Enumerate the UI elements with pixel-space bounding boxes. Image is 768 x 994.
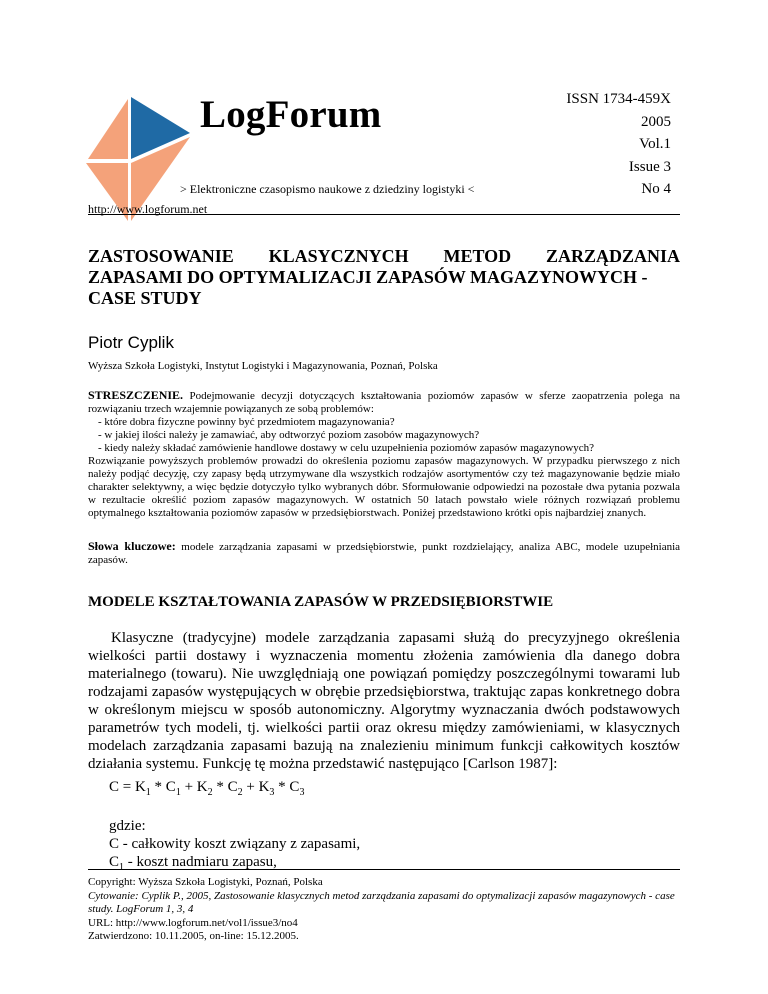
title-word: ZARZĄDZANIA bbox=[545, 246, 680, 266]
title-word: METOD bbox=[443, 246, 512, 266]
footer-copyright: Copyright: Wyższa Szkoła Logistyki, Poznań, Polska bbox=[88, 876, 323, 888]
issue-year: 2005 bbox=[641, 113, 671, 130]
journal-logo-text: LogForum bbox=[200, 93, 382, 136]
journal-url: http://www.logforum.net bbox=[88, 202, 208, 216]
definition-c: C - całkowity koszt związany z zapasami, bbox=[109, 836, 361, 852]
definitions-intro: gdzie: bbox=[109, 818, 146, 834]
formula-part: * C bbox=[150, 779, 176, 795]
formula-part: * C bbox=[212, 779, 238, 795]
issue-volume: Vol.1 bbox=[639, 136, 671, 152]
issue-info bbox=[566, 88, 671, 201]
section-heading: MODELE KSZTAŁTOWANIA ZAPASÓW W PRZEDSIĘBIORSTWIE bbox=[88, 594, 554, 610]
logo-right-triangle bbox=[131, 97, 190, 159]
title-line-3: CASE STUDY bbox=[88, 288, 202, 308]
issn: ISSN 1734-459X bbox=[566, 91, 671, 107]
formula-sub: 3 bbox=[269, 787, 275, 798]
formula-sub: 2 bbox=[237, 787, 243, 798]
footer bbox=[88, 876, 680, 944]
keywords-text: modele zarządzania zapasami w przedsiębiorstwie, punkt rozdzielający, analiza ABC, modele uzupełniania zapasów. bbox=[88, 541, 681, 566]
formula-sub: 3 bbox=[299, 787, 305, 798]
paper-title bbox=[88, 246, 680, 309]
abstract-intro-text: Podejmowanie decyzji dotyczących kształtowania poziomów zapasów w sferze zaopatrzenia polega na rozwiązaniu trzech wzajemnie powiązanych ze sobą problemów: bbox=[88, 390, 680, 415]
keywords-label: Słowa kluczowe: bbox=[88, 539, 176, 553]
author-affiliation: Wyższa Szkoła Logistyki, Instytut Logistyki i Magazynowania, Poznań, Polska bbox=[88, 360, 438, 372]
footer-approved: Zatwierdzono: 10.11.2005, on-line: 15.12.2005. bbox=[88, 930, 299, 942]
abstract-question: - które dobra fizyczne powinny być przedmiotem magazynowania? bbox=[98, 416, 395, 428]
definition-text: - koszt nadmiaru zapasu, bbox=[124, 854, 277, 870]
abstract-intro bbox=[88, 389, 680, 416]
section-paragraph: Klasyczne (tradycyjne) modele zarządzania zapasami służą do precyzyjnego określenia wielkości partii dostawy i wyznaczenia momentu złożenia zamówienia dla danego dobra materialnego (towaru). Nie uwzględniają one powiązań pomiędzy poszczególnymi towarami lub rodzajami zapasów występujących w obrębie przedsiębiorstwa, traktując zapas konkretnego dobra w określonym miejscu w sposób autonomiczny. Algorytmy wyznaczania dwóch podstawowych parametrów tych modeli, tj. wielkości partii oraz okresu między zamówieniami, w klasycznych modelach zarządzania zapasami bazują na znalezieniu minimum funkcji całkowitych kosztów działania systemu. Funkcję tę można przedstawić następująco [Carlson 1987]: bbox=[88, 630, 680, 772]
title-word: ZASTOSOWANIE bbox=[88, 246, 234, 266]
abstract-label: STRESZCZENIE. bbox=[88, 388, 184, 402]
formula-definitions bbox=[109, 817, 360, 877]
footer-citation: Cytowanie: Cyplik P., 2005, Zastosowanie klasycznych metod zarządzania zapasami do optymalizacji zapasów magazynowych - case study. LogForum 1, 3, 4 bbox=[88, 889, 675, 915]
formula-part: + K bbox=[242, 779, 270, 795]
formula-sub: 2 bbox=[207, 787, 213, 798]
abstract-question: - kiedy należy składać zamówienie handlowe dostawy w celu uzupełnienia poziomów zapasów magazynowych? bbox=[98, 442, 595, 454]
author-name: Piotr Cyplik bbox=[88, 333, 174, 352]
abstract-body: Rozwiązanie powyższych problemów prowadzi do określenia poziomu zapasów magazynowych. W przypadku pierwszego z nich należy podjąć decyzję, czy zapasy będą utrzymywane dla wszystkich rodzajów asortymentów czy też magazynowanie będzie miało charakter selektywny, a więc będzie dotyczyło tylko wybranych dóbr. Sformułowanie odpowiedzi na pozostałe dwa pytania pozwala w rezultacie określić poziom zapasów magazynowych. W ostatnich 50 latach powstało wiele różnych rozwiązań problemu optymalnego kształtowania poziomów zapasów w przedsiębiorstwach. Poniżej przedstawiono krótki opis najbardziej znanych. bbox=[88, 455, 680, 519]
formula-sub: 1 bbox=[145, 787, 151, 798]
title-line-1 bbox=[88, 246, 680, 267]
formula-part: * C bbox=[274, 779, 300, 795]
title-word: KLASYCZNYCH bbox=[268, 246, 409, 266]
header-divider bbox=[88, 214, 680, 215]
issue-number: No 4 bbox=[641, 181, 671, 197]
definition-symbol-sub: 1 bbox=[119, 862, 125, 873]
issue-issue: Issue 3 bbox=[628, 158, 671, 175]
formula-part: C = K bbox=[109, 779, 146, 795]
abstract-question: - w jakiej ilości należy je zamawiać, aby odtworzyć poziom zasobów magazynowych? bbox=[98, 429, 480, 441]
abstract bbox=[88, 389, 680, 520]
keywords bbox=[88, 540, 680, 567]
footer-divider bbox=[88, 869, 680, 870]
logo-top-triangle bbox=[88, 99, 128, 159]
cost-formula bbox=[109, 779, 304, 798]
title-line-2: ZAPASAMI DO OPTYMALIZACJI ZAPASÓW MAGAZYNOWYCH - bbox=[88, 267, 648, 287]
definition-symbol: C bbox=[109, 854, 120, 870]
formula-part: + K bbox=[180, 779, 208, 795]
journal-tagline: > Elektroniczne czasopismo naukowe z dziedziny logistyki < bbox=[180, 182, 475, 196]
footer-url: URL: http://www.logforum.net/vol1/issue3/no4 bbox=[88, 916, 298, 929]
formula-sub: 1 bbox=[175, 787, 181, 798]
definition-c1 bbox=[109, 853, 360, 877]
